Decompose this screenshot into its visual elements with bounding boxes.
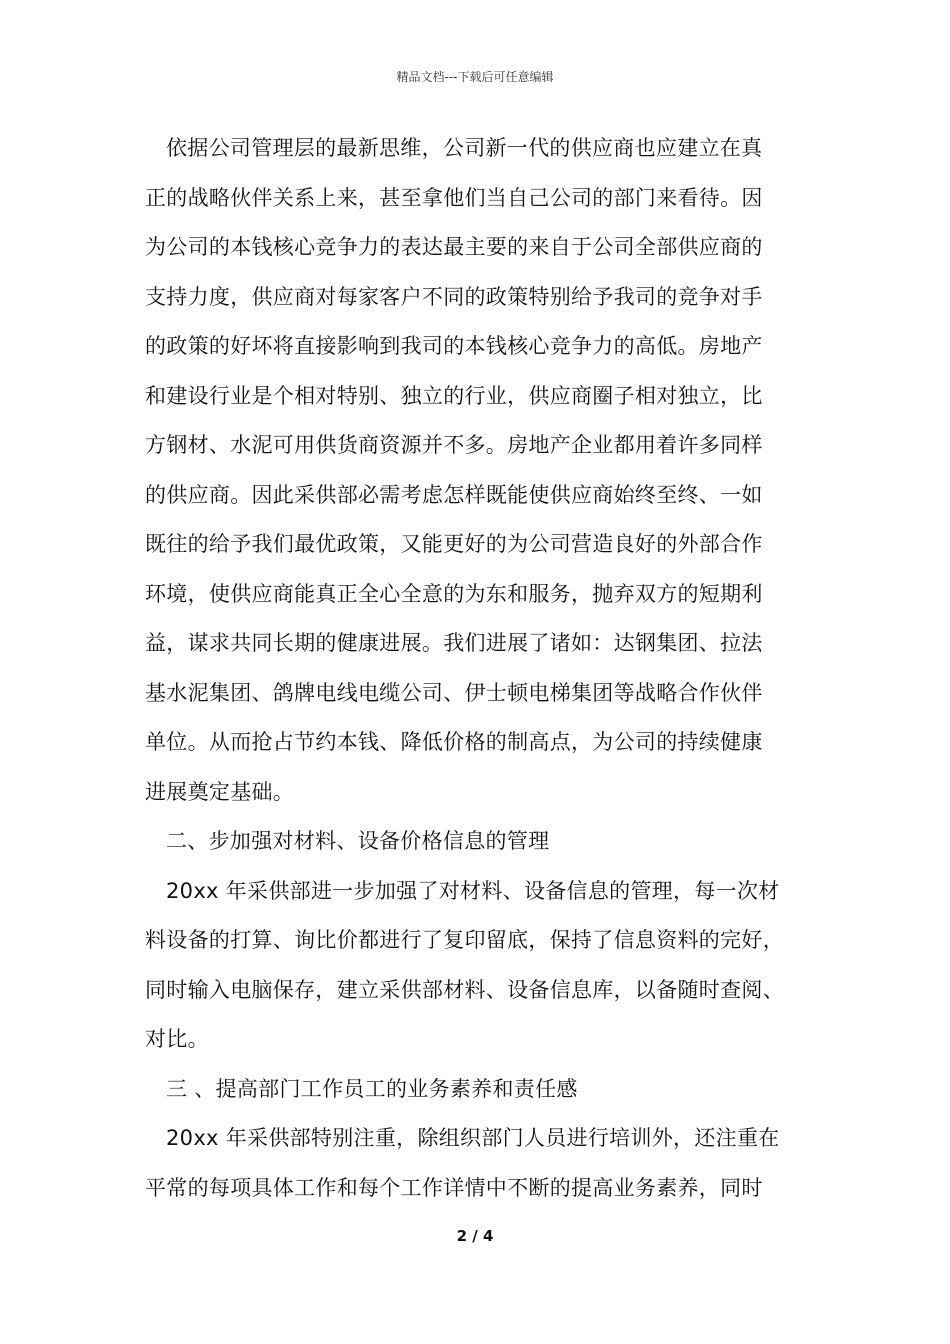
heading-text: 二、步加强对材料、设备价格信息的管理 (166, 829, 550, 853)
text-line: 正的战略伙伴关系上来，甚至拿他们当自己公司的部门来看待。因 (145, 185, 763, 210)
text-line: 依据公司管理层的最新思维，公司新一代的供应商也应建立在真 (166, 136, 763, 160)
text-line: 单位。从而抢占节约本钱、降低价格的制高点，为公司的持续健康 (145, 730, 763, 754)
text-line: 的供应商。因此采供部必需考虑怎样既能使供应商始终至终、一如 (145, 482, 763, 507)
text-line: 支持力度，供应商对每家客户不同的政策特别给予我司的竞争对手 (145, 284, 763, 309)
text-line: 基水泥集团、鸽牌电线电缆公司、伊士顿电梯集团等战略合作伙伴 (145, 680, 763, 705)
text-line: 平常的每项具体工作和每个工作详情中不断的提高业务素养，同时 (145, 1175, 763, 1200)
text-line: 为公司的本钱核心竞争力的表达最主要的来自于公司全部供应商的 (145, 235, 763, 259)
text-line: 益，谋求共同长期的健康进展。我们进展了诸如：达钢集团、拉法 (145, 631, 763, 655)
text-line: 环境，使供应商能真正全心全意的为东和服务，抛弃双方的短期利 (145, 581, 763, 606)
paragraph-3 (145, 1114, 810, 1213)
text-line: 和建设行业是个相对特别、独立的行业，供应商圈子相对独立，比 (145, 383, 763, 408)
page-header: 精品文档---下载后可任意编辑 (396, 70, 554, 84)
text-line: 20xx 年采供部特别注重，除组织部门人员进行培训外，还注重在 (166, 1126, 780, 1150)
section-heading-3 (145, 1065, 810, 1115)
section-heading-2 (145, 817, 810, 867)
text-line: 进展奠定基础。 (145, 779, 295, 804)
paragraph-2 (145, 867, 810, 1065)
text-line: 同时输入电脑保存，建立采供部材料、设备信息库，以备随时查阅、 (145, 977, 784, 1002)
text-line: 料设备的打算、询比价都进行了复印留底，保持了信息资料的完好， (145, 928, 784, 952)
text-line: 对比。 (145, 1027, 209, 1051)
paragraph-1 (145, 124, 810, 817)
text-line: 的政策的好坏将直接影响到我司的本钱核心竞争力的高低。房地产 (145, 334, 763, 358)
page-number: 2 / 4 (456, 1227, 494, 1245)
heading-text: 三 、提高部门工作员工的业务素养和责任感 (166, 1076, 578, 1101)
text-line: 既往的给予我们最优政策，又能更好的为公司营造良好的外部合作 (145, 532, 763, 556)
document-body (145, 124, 810, 1213)
text-line: 方钢材、水泥可用供货商资源并不多。房地产企业都用着许多同样 (145, 433, 763, 457)
text-line: 20xx 年采供部进一步加强了对材料、设备信息的管理，每一次材 (166, 878, 780, 903)
